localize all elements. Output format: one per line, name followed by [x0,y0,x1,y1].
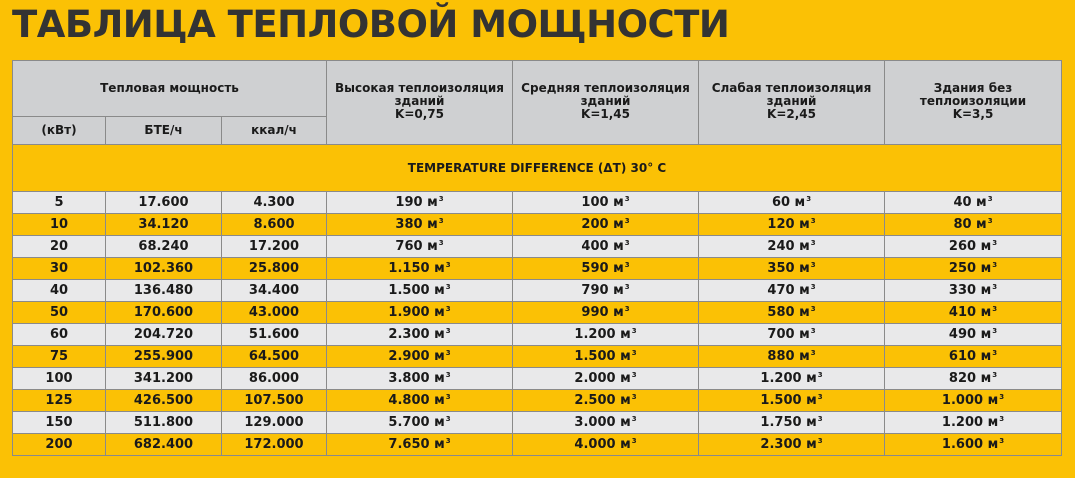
cell-value: 470 м [767,283,810,298]
unit-superscript: 3 [445,393,451,401]
cell-value: 204.720 [133,327,194,342]
cell-value: 880 м [767,349,810,364]
unit-superscript: 3 [810,261,816,269]
cell-kw [13,390,106,412]
cell-medium [513,302,699,324]
cell-value: 330 м [948,283,992,298]
cell-weak [699,346,885,368]
cell-value: 4.000 м [574,437,631,452]
cell-value: 1.900 м [388,305,445,320]
unit-superscript: 3 [999,393,1005,401]
cell-value: 1.150 м [388,261,445,276]
cell-btu [106,390,222,412]
cell-value: 100 [45,371,73,386]
table-header [13,61,1062,145]
cell-value: 43.000 [248,305,300,320]
unit-superscript: 3 [624,305,630,313]
cell-value: 64.500 [248,349,300,364]
cell-value: 172.000 [244,437,304,452]
cell-value: 190 м [395,195,438,210]
cell-btu [106,192,222,214]
cell-kw [13,324,106,346]
cell-weak [699,302,885,324]
table-row [13,214,1062,236]
cell-value: 20 [49,239,69,254]
temperature-difference-row [13,145,1062,192]
cell-value: 240 м [767,239,810,254]
cell-value: 511.800 [133,415,194,430]
unit-superscript: 3 [810,327,816,335]
cell-value: 40 [49,283,69,298]
cell-high [327,368,513,390]
cell-high [327,412,513,434]
cell-weak [699,236,885,258]
cell-weak [699,390,885,412]
unit-superscript: 3 [810,283,816,291]
cell-none [885,258,1062,280]
cell-btu [106,302,222,324]
heat-power-table [12,60,1062,456]
unit-superscript: 3 [445,437,451,445]
unit-superscript: 3 [817,393,823,401]
table-row [13,280,1062,302]
unit-superscript: 3 [631,371,637,379]
cell-value: 700 м [767,327,810,342]
cell-value: 610 м [948,349,992,364]
cell-kcal [222,412,327,434]
cell-kw [13,302,106,324]
unit-superscript: 3 [631,437,637,445]
page-title: ТАБЛИЦА ТЕПЛОВОЙ МОЩНОСТИ [12,3,730,46]
unit-superscript: 3 [817,415,823,423]
column-header-btu: БТЕ/ч [106,117,222,145]
cell-value: 102.360 [133,261,194,276]
cell-kcal [222,324,327,346]
cell-value: 8.600 [253,217,295,232]
cell-kw [13,236,106,258]
cell-value: 75 [49,349,69,364]
cell-high [327,214,513,236]
unit-superscript: 3 [624,195,630,203]
cell-medium [513,324,699,346]
table-row [13,192,1062,214]
table-row [13,236,1062,258]
unit-superscript: 3 [624,283,630,291]
cell-kcal [222,368,327,390]
cell-value: 590 м [581,261,624,276]
cell-value: 1.200 м [574,327,631,342]
unit-superscript: 3 [987,217,993,225]
unit-superscript: 3 [624,217,630,225]
cell-medium [513,434,699,456]
unit-superscript: 3 [999,415,1005,423]
unit-superscript: 3 [992,327,998,335]
cell-medium [513,258,699,280]
cell-value: 2.900 м [388,349,445,364]
cell-value: 580 м [767,305,810,320]
cell-high [327,280,513,302]
heat-power-group-header: Тепловая мощность [13,61,327,117]
unit-superscript: 3 [445,261,451,269]
cell-value: 200 [45,437,73,452]
cell-none [885,214,1062,236]
cell-none [885,412,1062,434]
cell-none [885,346,1062,368]
unit-superscript: 3 [992,239,998,247]
temperature-difference-label: TEMPERATURE DIFFERENCE (ΔT) 30° C [13,145,1062,192]
cell-value: 17.600 [138,195,189,210]
cell-kw [13,280,106,302]
unit-superscript: 3 [810,305,816,313]
cell-btu [106,324,222,346]
cell-high [327,324,513,346]
cell-btu [106,214,222,236]
cell-kcal [222,214,327,236]
table-row [13,302,1062,324]
cell-medium [513,214,699,236]
cell-kcal [222,236,327,258]
cell-kw [13,346,106,368]
cell-value: 820 м [948,371,992,386]
cell-value: 2.300 м [760,437,817,452]
table-row [13,390,1062,412]
cell-value: 1.500 м [760,393,817,408]
cell-none [885,236,1062,258]
unit-superscript: 3 [992,371,998,379]
cell-weak [699,434,885,456]
cell-none [885,434,1062,456]
cell-value: 341.200 [133,371,194,386]
cell-value: 2.500 м [574,393,631,408]
unit-superscript: 3 [810,349,816,357]
cell-value: 426.500 [133,393,194,408]
cell-kw [13,412,106,434]
unit-superscript: 3 [445,283,451,291]
cell-value: 60 [49,327,69,342]
cell-none [885,390,1062,412]
cell-medium [513,368,699,390]
table-row [13,258,1062,280]
cell-value: 490 м [948,327,992,342]
cell-value: 51.600 [248,327,300,342]
cell-btu [106,368,222,390]
cell-value: 136.480 [133,283,194,298]
cell-medium [513,192,699,214]
cell-value: 60 м [771,195,806,210]
cell-value: 86.000 [248,371,300,386]
cell-value: 682.400 [133,437,194,452]
cell-btu [106,258,222,280]
table-row [13,368,1062,390]
cell-value: 760 м [395,239,438,254]
unit-superscript: 3 [624,239,630,247]
unit-superscript: 3 [445,305,451,313]
cell-kcal [222,280,327,302]
unit-superscript: 3 [987,195,993,203]
column-header-weak-insulation: Слабая теплоизоляция зданий K=2,45 [699,61,885,145]
cell-medium [513,346,699,368]
cell-kcal [222,302,327,324]
cell-value: 170.600 [133,305,194,320]
unit-superscript: 3 [992,261,998,269]
cell-medium [513,236,699,258]
cell-kcal [222,434,327,456]
unit-superscript: 3 [445,371,451,379]
cell-value: 1.600 м [941,437,999,452]
cell-value: 68.240 [138,239,189,254]
cell-value: 3.000 м [574,415,631,430]
cell-btu [106,236,222,258]
cell-none [885,324,1062,346]
cell-weak [699,368,885,390]
cell-btu [106,434,222,456]
cell-value: 400 м [581,239,624,254]
cell-value: 17.200 [248,239,300,254]
cell-value: 50 [49,305,69,320]
cell-value: 350 м [767,261,810,276]
unit-superscript: 3 [445,327,451,335]
cell-kw [13,258,106,280]
column-header-high-insulation: Высокая теплоизоляция зданий K=0,75 [327,61,513,145]
cell-value: 4.300 [253,195,295,210]
cell-high [327,390,513,412]
cell-btu [106,280,222,302]
cell-value: 380 м [395,217,438,232]
cell-value: 100 м [581,195,624,210]
cell-value: 1.500 м [574,349,631,364]
cell-value: 5 [54,195,64,210]
column-header-kcal: ккал/ч [222,117,327,145]
unit-superscript: 3 [817,371,823,379]
cell-value: 1.500 м [388,283,445,298]
unit-superscript: 3 [631,327,637,335]
cell-value: 80 м [953,217,987,232]
cell-high [327,302,513,324]
unit-superscript: 3 [445,349,451,357]
cell-kw [13,368,106,390]
table-row [13,324,1062,346]
unit-superscript: 3 [817,437,823,445]
cell-none [885,192,1062,214]
unit-superscript: 3 [631,415,637,423]
cell-value: 410 м [948,305,992,320]
cell-medium [513,390,699,412]
cell-weak [699,324,885,346]
cell-value: 25.800 [248,261,300,276]
cell-value: 34.120 [138,217,189,232]
table-row [13,434,1062,456]
cell-value: 1.200 м [760,371,817,386]
column-header-medium-insulation: Средняя теплоизоляция зданий K=1,45 [513,61,699,145]
cell-high [327,236,513,258]
unit-superscript: 3 [806,195,812,203]
cell-value: 1.000 м [941,393,999,408]
cell-none [885,368,1062,390]
cell-value: 250 м [948,261,992,276]
cell-weak [699,192,885,214]
cell-value: 129.000 [244,415,304,430]
cell-value: 200 м [581,217,624,232]
unit-superscript: 3 [438,239,444,247]
cell-value: 2.300 м [388,327,445,342]
cell-weak [699,280,885,302]
cell-weak [699,258,885,280]
cell-value: 2.000 м [574,371,631,386]
unit-superscript: 3 [810,217,816,225]
cell-btu [106,412,222,434]
cell-medium [513,280,699,302]
table-body [13,192,1062,456]
cell-weak [699,214,885,236]
cell-value: 3.800 м [388,371,445,386]
cell-value: 30 [49,261,69,276]
cell-high [327,258,513,280]
cell-value: 5.700 м [388,415,445,430]
cell-none [885,302,1062,324]
unit-superscript: 3 [992,283,998,291]
cell-value: 990 м [581,305,624,320]
cell-high [327,346,513,368]
table-row [13,346,1062,368]
cell-kcal [222,258,327,280]
unit-superscript: 3 [992,305,998,313]
cell-value: 40 м [953,195,987,210]
cell-value: 4.800 м [388,393,445,408]
cell-kw [13,434,106,456]
cell-kw [13,214,106,236]
unit-superscript: 3 [999,437,1005,445]
cell-value: 34.400 [248,283,300,298]
unit-superscript: 3 [438,195,444,203]
cell-kcal [222,192,327,214]
unit-superscript: 3 [631,393,637,401]
cell-value: 125 [45,393,73,408]
cell-medium [513,412,699,434]
cell-none [885,280,1062,302]
unit-superscript: 3 [631,349,637,357]
cell-value: 107.500 [244,393,304,408]
table-row [13,412,1062,434]
unit-superscript: 3 [992,349,998,357]
cell-kcal [222,346,327,368]
cell-kcal [222,390,327,412]
column-header-kw: (кВт) [13,117,106,145]
cell-value: 7.650 м [388,437,445,452]
cell-kw [13,192,106,214]
unit-superscript: 3 [810,239,816,247]
cell-weak [699,412,885,434]
cell-value: 255.900 [133,349,194,364]
unit-superscript: 3 [438,217,444,225]
cell-value: 1.200 м [941,415,999,430]
cell-value: 1.750 м [760,415,817,430]
cell-high [327,434,513,456]
column-header-no-insulation: Здания без теплоизоляции K=3,5 [885,61,1062,145]
cell-value: 120 м [767,217,810,232]
cell-btu [106,346,222,368]
cell-high [327,192,513,214]
cell-value: 790 м [581,283,624,298]
cell-value: 260 м [948,239,992,254]
unit-superscript: 3 [445,415,451,423]
cell-value: 150 [45,415,73,430]
unit-superscript: 3 [624,261,630,269]
cell-value: 10 [49,217,69,232]
